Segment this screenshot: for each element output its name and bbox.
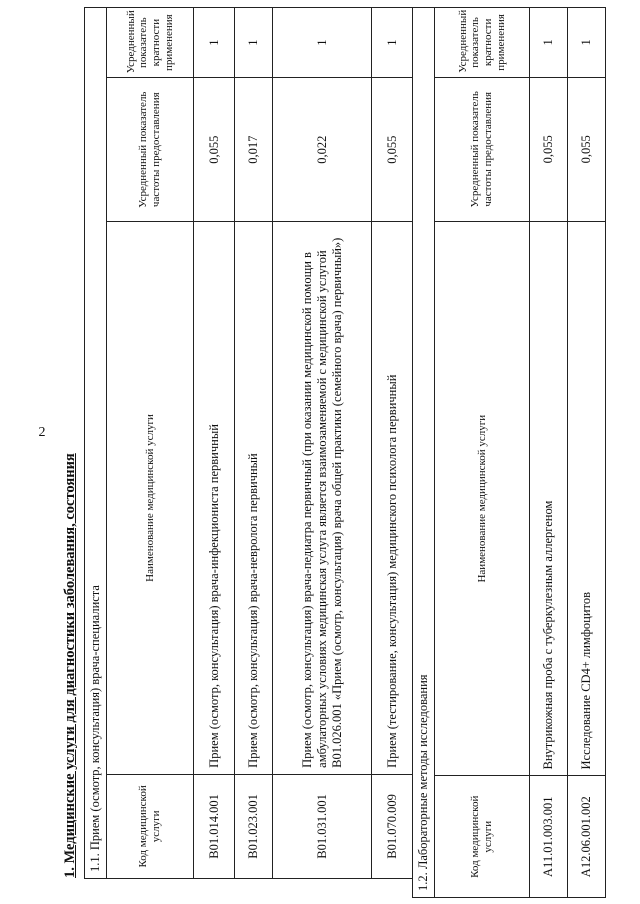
multiplicity-value: 1 xyxy=(235,8,273,78)
column-header-name: Наименование медицинской услуги xyxy=(107,222,194,775)
multiplicity-value: 1 xyxy=(568,8,606,78)
multiplicity-value: 1 xyxy=(372,8,413,78)
table-row xyxy=(568,8,606,898)
column-header-code: Код медицинской услуги xyxy=(107,774,194,878)
service-code: A12.06.001.002 xyxy=(568,776,606,898)
service-code: B01.070.009 xyxy=(372,774,413,878)
multiplicity-value: 1 xyxy=(530,8,568,78)
table-header-row xyxy=(107,8,194,879)
service-name: Прием (осмотр, консультация) врача-невролога первичный xyxy=(235,222,273,775)
specialist-consultation-table xyxy=(84,7,413,879)
service-name: Исследование CD4+ лимфоцитов xyxy=(568,221,606,776)
frequency-value: 0,055 xyxy=(372,78,413,222)
frequency-value: 0,055 xyxy=(194,78,235,222)
section-heading: 1. Медицинские услуги для диагностики заболевания, состояния xyxy=(62,453,78,878)
page-number: 2 xyxy=(38,425,46,440)
laboratory-methods-table xyxy=(412,7,606,898)
service-name: Прием (осмотр, консультация) врача-инфекциониста первичный xyxy=(194,222,235,775)
frequency-value: 0,017 xyxy=(235,78,273,222)
frequency-value: 0,022 xyxy=(273,78,372,222)
service-code: B01.014.001 xyxy=(194,774,235,878)
frequency-value: 0,055 xyxy=(530,77,568,221)
service-code: A11.01.003.001 xyxy=(530,776,568,898)
frequency-value: 0,055 xyxy=(568,77,606,221)
service-name: Прием (тестирование, консультация) медицинского психолога первичный xyxy=(372,222,413,775)
service-code: B01.031.001 xyxy=(273,774,372,878)
column-header-code: Код медицинской услуги xyxy=(435,776,530,898)
table-row xyxy=(235,8,273,879)
table-row xyxy=(273,8,372,879)
service-name: Прием (осмотр, консультация) врача-педиатра первичный (при оказании медицинской помощи в амбулаторных условиях медицинская услуга является взаимозаменяемой с медицинской услугой B01.026.001 «Прием (осмотр, консультация) врача общей практики (семейного врача) первичный») xyxy=(273,222,372,775)
table-row xyxy=(194,8,235,879)
table-row xyxy=(372,8,413,879)
column-header-multiplicity: Усредненный показатель кратности применения xyxy=(107,8,194,78)
column-header-name: Наименование медицинской услуги xyxy=(435,221,530,776)
multiplicity-value: 1 xyxy=(273,8,372,78)
column-header-frequency: Усредненный показатель частоты предоставления xyxy=(435,77,530,221)
column-header-frequency: Усредненный показатель частоты предоставления xyxy=(107,78,194,222)
service-code: B01.023.001 xyxy=(235,774,273,878)
table-row xyxy=(530,8,568,898)
multiplicity-value: 1 xyxy=(194,8,235,78)
service-name: Внутрикожная проба с туберкулезным аллергеном xyxy=(530,221,568,776)
table-header-row xyxy=(435,8,530,898)
column-header-multiplicity: Усредненный показатель кратности применения xyxy=(435,8,530,78)
table-title: 1.1. Прием (осмотр, консультация) врача-специалиста xyxy=(85,8,107,879)
table-title: 1.2. Лабораторные методы исследования xyxy=(413,8,435,898)
